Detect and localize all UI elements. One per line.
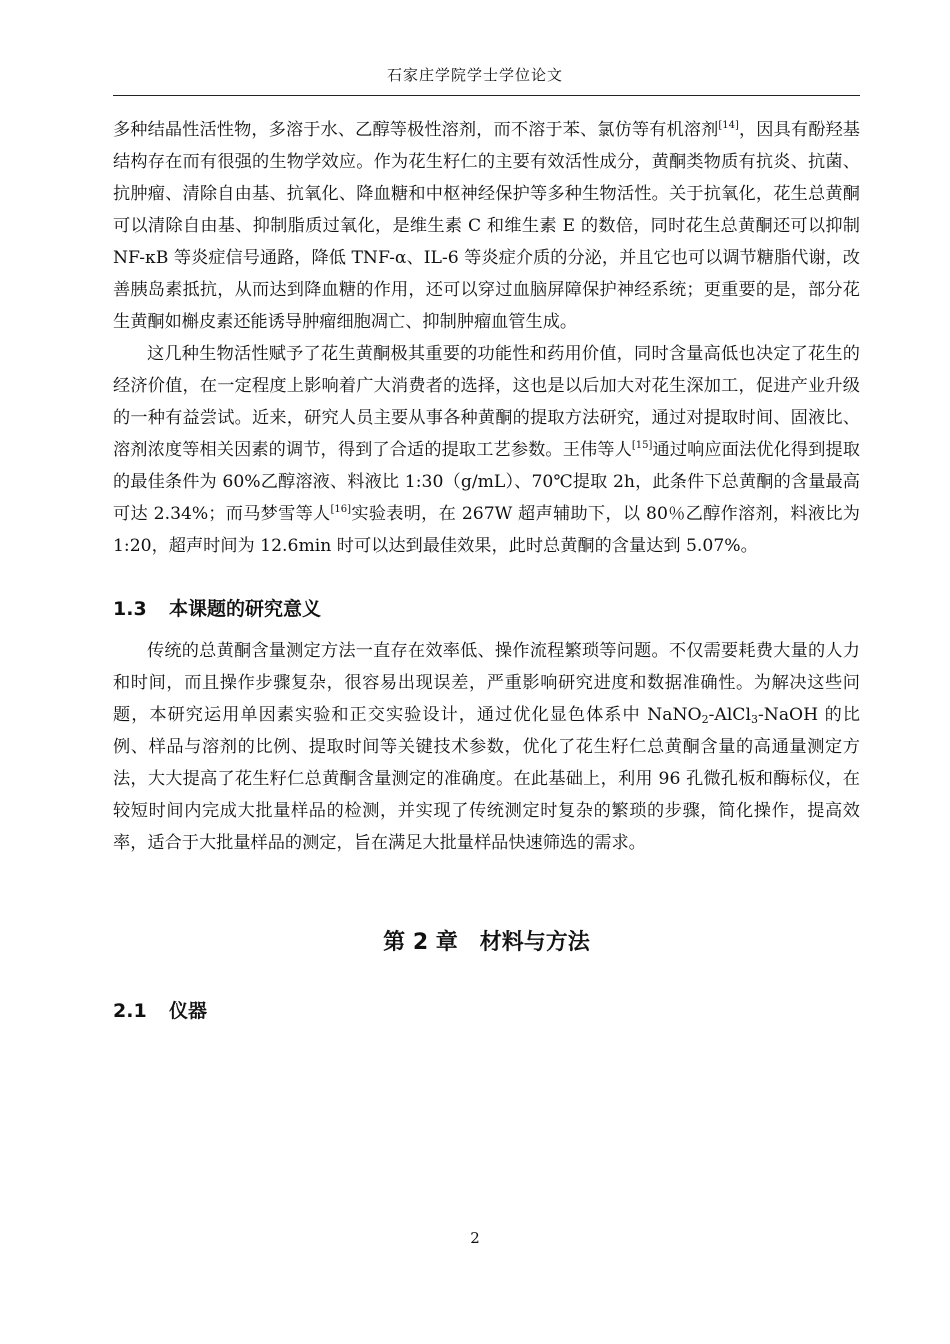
chapter-heading: 第 2 章 材料与方法 (383, 930, 590, 955)
section-heading-1-3 (113, 594, 860, 621)
page-body (113, 114, 860, 1023)
paragraph-1-text-b: ，因具有酚羟基结构存在而有很强的生物学效应。作为花生籽仁的主要有效活性成分，黄酮类物质有抗炎、抗菌、抗肿瘤、清除自由基、抗氧化、降血糖和中枢神经保护等多种生物活性。关于抗氧化，花生总黄酮可以清除自由基、抑制脂质过氧化，是维生素 C 和维生素 E 的数倍，同时花生总黄酮还可以抑制 NF-κB 等炎症信号通路，降低 TNF-α、IL-6 等炎症介质的分泌，并且它也可以调节糖脂代谢，改善胰岛素抵抗，从而达到降血糖的作用，还可以穿过血脑屏障保护神经系统；更重要的是，部分花生黄酮如槲皮素还能诱导肿瘤细胞凋亡、抑制肿瘤血管生成。 (113, 120, 860, 332)
citation-14: [14] (718, 120, 739, 131)
paragraph-2-text-a: 这几种生物活性赋予了花生黄酮极其重要的功能性和药用价值，同时含量高低也决定了花生的经济价值，在一定程度上影响着广大消费者的选择，这也是以后加大对花生深加工，促进产业升级的一种有益尝试。近来，研究人员主要从事各种黄酮的提取方法研究，通过对提取时间、固液比、溶剂浓度等相关因素的调节，得到了合适的提取工艺参数。王伟等人 (113, 344, 860, 460)
header-rule (113, 95, 860, 96)
paragraph-3-text-b: -AlCl (708, 705, 751, 725)
subscript-3: 3 (750, 713, 758, 726)
paragraph-2-text-b: 通过响应面法优化得到提取的最佳条件为 60%乙醇溶液、料液比 1:30（g/mL）、70℃提取 2h，此条件下总黄酮的含量最高可达 2.34%；而马梦雪等人 (113, 440, 860, 524)
section-title: 本课题的研究意义 (169, 598, 322, 620)
section-heading-2-1 (113, 996, 860, 1023)
paragraph-3-text-a: 传统的总黄酮含量测定方法一直存在效率低、操作流程繁琐等问题。不仅需要耗费大量的人力和时间，而且操作步骤复杂，很容易出现误差，严重影响研究进度和数据准确性。为解决这些问题，本研究运用单因素实验和正交实验设计，通过优化显色体系中 NaNO (113, 641, 860, 725)
section-number: 2.1 (113, 1000, 147, 1022)
citation-15: [15] (631, 440, 653, 451)
paragraph-1 (113, 114, 860, 338)
citation-16: [16] (330, 504, 352, 515)
paragraph-3-text-c: -NaOH 的比例、样品与溶剂的比例、提取时间等关键技术参数，优化了花生籽仁总黄酮含量的高通量测定方法，大大提高了花生籽仁总黄酮含量测定的准确度。在此基础上，利用 96 孔微孔板和酶标仪，在较短时间内完成大批量样品的检测，并实现了传统测定时复杂的繁琐的步骤，简化操作，提高效率，适合于大批量样品的测定，旨在满足大批量样品快速筛选的需求。 (113, 705, 860, 853)
subscript-2: 2 (701, 713, 709, 726)
page-header: 石家庄学院学士学位论文 (386, 66, 563, 84)
paragraph-1-text-a: 多种结晶性活性物，多溶于水、乙醇等极性溶剂，而不溶于苯、氯仿等有机溶剂 (113, 120, 719, 140)
paragraph-2-text-c: 实验表明，在 267W 超声辅助下，以 80％乙醇作溶剂，料液比为 1:20，超声时间为 12.6min 时可以达到最佳效果，此时总黄酮的含量达到 5.07%。 (113, 504, 860, 556)
section-number: 1.3 (113, 598, 147, 620)
page-number: 2 (470, 1229, 480, 1247)
paragraph-2 (113, 338, 860, 562)
paragraph-3 (113, 635, 860, 859)
section-title: 仪器 (169, 1000, 208, 1022)
